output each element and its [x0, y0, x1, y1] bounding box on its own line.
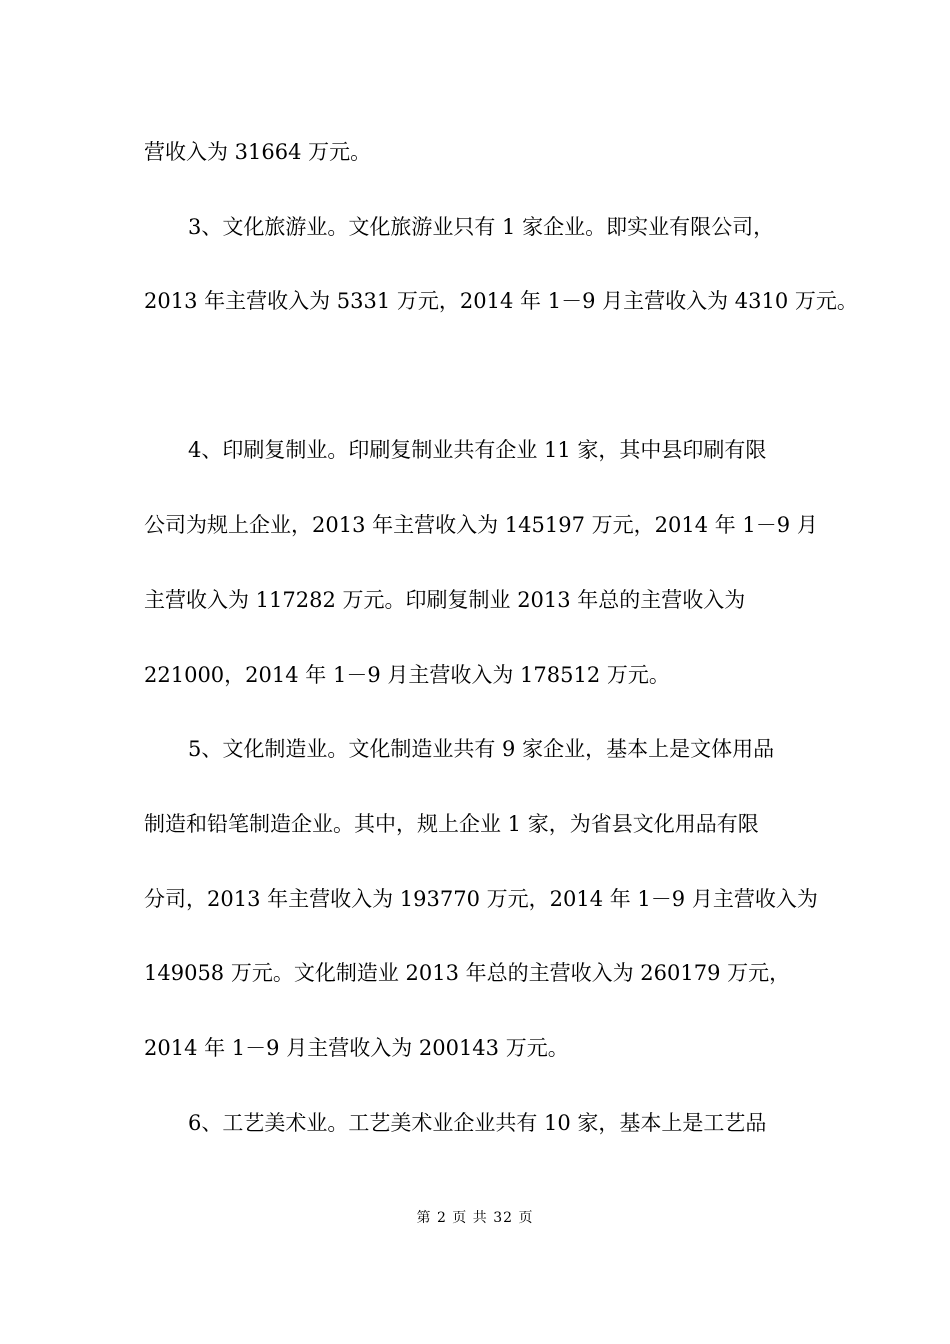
text-line: 221000，2014 年 1－9 月主营收入为 178512 万元。: [144, 663, 670, 687]
text-line: 149058 万元。文化制造业 2013 年总的主营收入为 260179 万元，: [144, 961, 791, 985]
text-line: 2013 年主营收入为 5331 万元，2014 年 1－9 月主营收入为 4310 万元。: [144, 289, 858, 313]
paragraph-4-heading-line: 4、印刷复制业。印刷复制业共有企业 11 家，其中县印刷有限: [188, 438, 767, 462]
page-footer: 第 2 页 共 32 页: [416, 1210, 534, 1226]
text-line: 营收入为 31664 万元。: [144, 140, 372, 164]
paragraph-3-heading-line: 3、文化旅游业。文化旅游业只有 1 家企业。即实业有限公司，: [188, 215, 775, 239]
paragraph-5-heading-line: 5、文化制造业。文化制造业共有 9 家企业，基本上是文体用品: [188, 737, 775, 761]
text-line: 主营收入为 117282 万元。印刷复制业 2013 年总的主营收入为: [144, 588, 746, 612]
text-line: 制造和铅笔制造企业。其中，规上企业 1 家，为省县文化用品有限: [144, 812, 759, 836]
text-line: 分司，2013 年主营收入为 193770 万元，2014 年 1－9 月主营收入为: [144, 887, 818, 911]
text-line: 2014 年 1－9 月主营收入为 200143 万元。: [144, 1036, 569, 1060]
text-line: 公司为规上企业，2013 年主营收入为 145197 万元，2014 年 1－9 月: [144, 513, 818, 537]
paragraph-6-heading-line: 6、工艺美术业。工艺美术业企业共有 10 家，基本上是工艺品: [188, 1111, 767, 1135]
